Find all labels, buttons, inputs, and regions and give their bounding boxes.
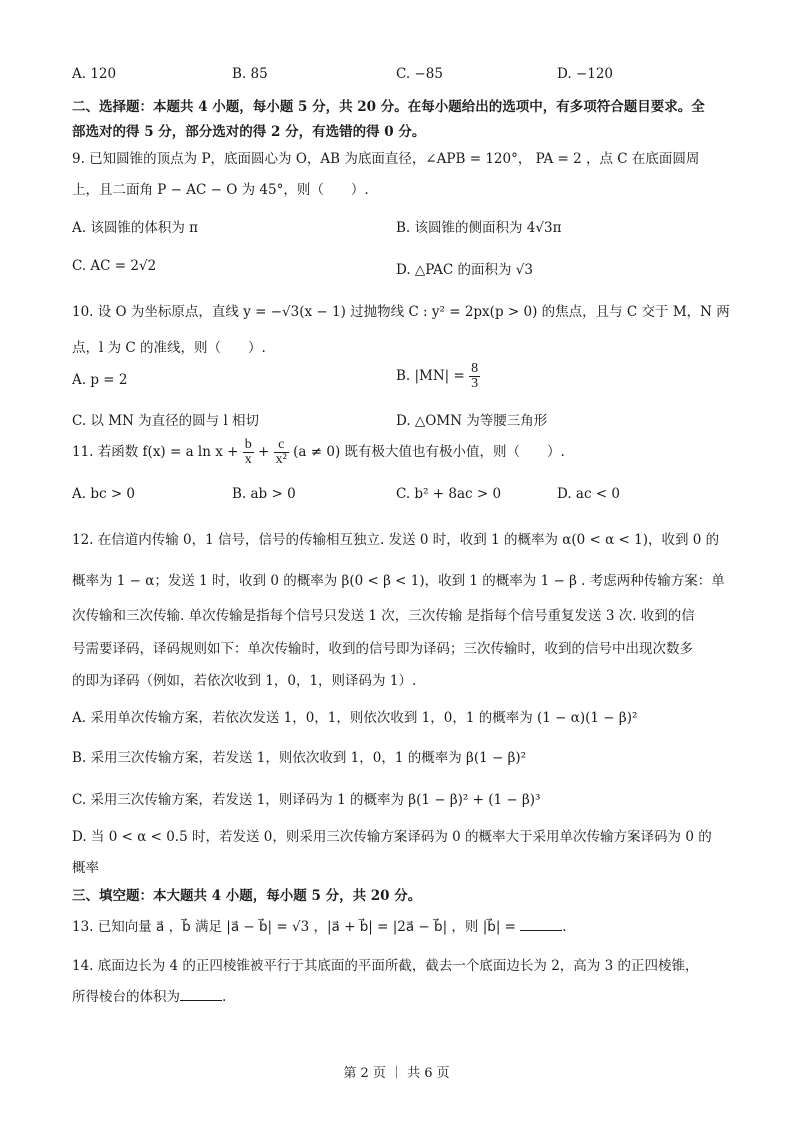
q14-answer-blank[interactable]: [180, 988, 222, 1001]
q11-stem: [72, 438, 565, 467]
q11-plus-sign: +: [258, 444, 270, 460]
q13-stem-text: 13. 已知向量 a⃗ ，b⃗ 满足 |a⃗ − b⃗| = √3 ，|a⃗ + b⃗| = |2a⃗ − b⃗| ，则 |b⃗| =: [72, 919, 516, 935]
q10-stem-line2: 点，l 为 C 的准线，则（ ）.: [72, 340, 266, 356]
q9-option-d: D. △PAC 的面积为 √3: [396, 262, 534, 278]
q14-stem-line2: [72, 985, 226, 1005]
q9-option-c: C. AC = 2√2: [72, 258, 157, 274]
q13-stem: [72, 915, 567, 935]
section3-heading: 三、填空题：本大题共 4 小题，每小题 5 分，共 20 分。: [72, 888, 422, 904]
q9-option-a: A. 该圆锥的体积为 π: [72, 220, 198, 236]
q12-option-d-line1: D. 当 0 < α < 0.5 时，若发送 0，则采用三次传输方案译码为 0 的概率大于采用单次传输方案译码为 0 的: [72, 829, 712, 845]
q8-option-d: D. −120: [557, 66, 614, 82]
q8-option-b: B. 85: [232, 66, 268, 82]
section2-heading-line1: 二、选择题：本题共 4 小题，每小题 5 分，共 20 分。在每小题给出的选项中，有多项符合题目要求。全: [72, 99, 705, 115]
q11-option-d: D. ac < 0: [557, 486, 621, 502]
q12-stem-line2: 概率为 1 − α；发送 1 时，收到 0 的概率为 β(0 < β < 1)，收到 1 的概率为 1 − β . 考虑两种传输方案：单: [72, 573, 725, 589]
q9-stem-line1: 9. 已知圆锥的顶点为 P，底面圆心为 O，AB 为底面直径，∠APB = 120°， PA = 2 ，点 C 在底面圆周: [72, 151, 700, 167]
q14-stem-end: .: [222, 989, 227, 1005]
q11-stem-suffix: (a ≠ 0) 既有极大值也有极小值，则（ ）.: [293, 444, 565, 460]
q11-option-a: A. bc > 0: [72, 486, 136, 502]
q10-option-b: [396, 362, 480, 391]
q14-stem-line1: 14. 底面边长为 4 的正四棱锥被平行于其底面的平面所截，截去一个底面边长为 2，高为 3 的正四棱锥，: [72, 958, 699, 974]
q11-stem-prefix: 11. 若函数 f(x) = a ln x +: [72, 444, 239, 460]
q12-stem-line1: 12. 在信道内传输 0，1 信号，信号的传输相互独立. 发送 0 时，收到 1 的概率为 α(0 < α < 1)，收到 0 的: [72, 532, 720, 548]
q10-option-a: A. p = 2: [72, 372, 128, 388]
q8-option-c: C. −85: [396, 66, 443, 82]
q11-fraction1-denominator: x: [244, 452, 252, 467]
q11-option-b: B. ab > 0: [232, 486, 296, 502]
q10-option-b-numerator: 8: [471, 361, 479, 376]
q10-option-b-denominator: 3: [471, 376, 479, 391]
q10-stem-line1: 10. 设 O 为坐标原点，直线 y = −√3(x − 1) 过抛物线 C : y² = 2px(p > 0) 的焦点，且与 C 交于 M，N 两: [72, 304, 730, 320]
section2-heading-line2: 部选对的得 5 分，部分选对的得 2 分，有选错的得 0 分。: [72, 124, 426, 140]
q12-stem-line5: 的即为译码（例如，若依次收到 1，0，1，则译码为 1）.: [72, 673, 417, 689]
q11-fraction2-denominator: x²: [275, 452, 287, 467]
q12-stem-line3: 次传输和三次传输. 单次传输是指每个信号只发送 1 次，三次传输 是指每个信号重复发送 3 次. 收到的信: [72, 608, 695, 624]
q10-option-b-label: B. |MN| =: [396, 368, 465, 384]
q11-fraction-c-over-x2: [274, 438, 289, 467]
q9-stem-line2: 上，且二面角 P − AC − O 为 45°，则（ ）.: [72, 182, 369, 198]
q13-answer-blank[interactable]: [520, 918, 562, 931]
q11-fraction-b-over-x: [243, 438, 254, 467]
q10-option-b-fraction: [469, 362, 480, 391]
q12-option-b: B. 采用三次传输方案，若发送 1，则依次收到 1，0，1 的概率为 β(1 − β)²: [72, 750, 527, 766]
q14-stem-line2-text: 所得棱台的体积为: [72, 989, 180, 1005]
q10-option-d: D. △OMN 为等腰三角形: [396, 413, 548, 429]
page-footer: 第 2 页 ｜ 共 6 页: [343, 1066, 450, 1081]
q12-option-a: A. 采用单次传输方案，若依次发送 1，0，1，则依次收到 1，0，1 的概率为 (1 − α)(1 − β)²: [72, 710, 638, 726]
q13-stem-end: .: [562, 919, 567, 935]
q11-fraction1-numerator: b: [244, 437, 252, 452]
q11-fraction2-numerator: c: [274, 438, 289, 453]
q10-option-c: C. 以 MN 为直径的圆与 l 相切: [72, 413, 260, 429]
q12-stem-line4: 号需要译码，译码规则如下：单次传输时，收到的信号即为译码；三次传输时，收到的信号中出现次数多: [72, 641, 693, 657]
q9-option-b: B. 该圆锥的侧面积为 4√3π: [396, 220, 562, 236]
q12-option-d-line2: 概率: [72, 860, 99, 876]
q8-option-a: A. 120: [72, 66, 117, 82]
q12-option-c: C. 采用三次传输方案，若发送 1，则译码为 1 的概率为 β(1 − β)² + (1 − β)³: [72, 792, 541, 808]
q11-option-c: C. b² + 8ac > 0: [396, 486, 502, 502]
